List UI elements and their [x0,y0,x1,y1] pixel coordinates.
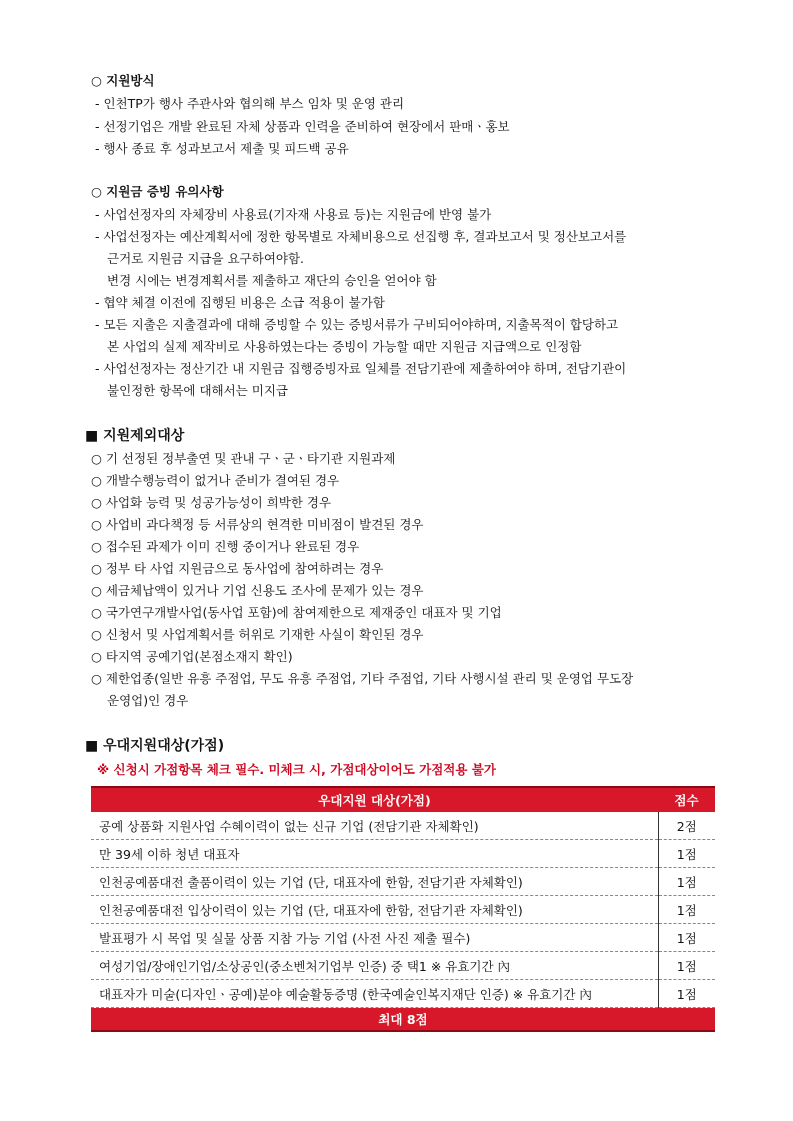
row-item: 인천공예품대전 입상이력이 있는 기업 (단, 대표자에 한함, 전담기관 자체확인) [91,896,658,924]
table-row [91,924,715,952]
row-points: 1점 [658,952,715,980]
evidence-line: - 모든 지출은 지출결과에 대해 증빙할 수 있는 증빙서류가 구비되어야하며, 지출목적이 합당하고 [95,317,619,332]
table-row [91,868,715,896]
exclusion-item: ○ 개발수행능력이 없거나 준비가 결여된 경우 [91,473,340,488]
evidence-line: - 사업선정자의 자체장비 사용료(기자재 사용료 등)는 지원금에 반영 불가 [95,207,492,222]
row-item: 만 39세 이하 청년 대표자 [91,840,658,868]
evidence-heading: ○ 지원금 증빙 유의사항 [91,184,224,199]
table-footer-row [91,1008,715,1032]
row-points: 1점 [658,868,715,896]
row-points: 1점 [658,924,715,952]
exclusion-item: ○ 정부 타 사업 지원금으로 동사업에 참여하려는 경우 [91,561,384,576]
preference-heading: ■ 우대지원대상(가점) [85,738,225,754]
row-points: 1점 [658,980,715,1008]
row-points: 1점 [658,896,715,924]
evidence-line: 근거로 지원금 지급을 요구하여야함. [107,251,305,266]
row-item: 여성기업/장애인기업/소상공인(중소벤처기업부 인증) 중 택1 ※ 유효기간 內 [91,952,658,980]
row-item: 공예 상품화 지원사업 수혜이력이 없는 신규 기업 (전담기관 자체확인) [91,812,658,840]
exclusion-item: 운영업)인 경우 [107,693,189,708]
table-row [91,896,715,924]
exclusion-item: ○ 세금체납액이 있거나 기업 신용도 조사에 문제가 있는 경우 [91,583,424,598]
exclusion-item: ○ 타지역 공예기업(본점소재지 확인) [91,649,293,664]
row-points: 1점 [658,840,715,868]
header-points: 점수 [658,787,715,812]
exclusion-heading: ■ 지원제외대상 [85,428,185,444]
exclusion-item: ○ 국가연구개발사업(동사업 포함)에 참여제한으로 제재중인 대표자 및 기업 [91,605,502,620]
exclusion-item: ○ 기 선정된 정부출연 및 관내 구ㆍ군ㆍ타기관 지원과제 [91,451,396,466]
evidence-line: - 사업선정자는 예산계획서에 정한 항목별로 자체비용으로 선집행 후, 결과보고서 및 정산보고서를 [95,229,627,244]
table-row [91,812,715,840]
table-row [91,980,715,1008]
table-row [91,952,715,980]
evidence-line: - 사업선정자는 정산기간 내 지원금 집행증빙자료 일체를 전담기관에 제출하여야 하며, 전담기관이 [95,361,627,376]
evidence-line: 본 사업의 실제 제작비로 사용하였는다는 증빙이 가능할 때만 지원금 지급액으로 인정함 [107,339,582,354]
row-item: 인천공예품대전 출품이력이 있는 기업 (단, 대표자에 한함, 전담기관 자체확인) [91,868,658,896]
exclusion-item: ○ 제한업종(일반 유흥 주점업, 무도 유흥 주점업, 기타 주점업, 기타 사행시설 관리 및 운영업 무도장 [91,671,634,686]
table-header-row [91,787,715,812]
row-item: 발표평가 시 목업 및 실물 상품 지참 가능 기업 (사전 사진 제출 필수) [91,924,658,952]
preference-notice: ※ 신청시 가점항목 체크 필수. 미체크 시, 가점대상이어도 가점적용 불가 [97,762,496,777]
exclusion-item: ○ 사업비 과다책정 등 서류상의 현격한 미비점이 발견된 경우 [91,517,424,532]
method-item: - 인천TP가 행사 주관사와 협의해 부스 임차 및 운영 관리 [95,96,405,111]
method-item: - 행사 종료 후 성과보고서 제출 및 피드백 공유 [95,141,349,156]
evidence-line: 불인정한 항목에 대해서는 미지급 [107,383,288,398]
evidence-line: - 협약 체결 이전에 집행된 비용은 소급 적용이 불가함 [95,295,385,310]
max-points-total: 최대 8점 [91,1008,715,1032]
header-item: 우대지원 대상(가점) [91,787,658,812]
exclusion-item: ○ 접수된 과제가 이미 진행 중이거나 완료된 경우 [91,539,360,554]
row-points: 2점 [658,812,715,840]
preference-table [91,786,715,1032]
exclusion-item: ○ 신청서 및 사업계획서를 허위로 기재한 사실이 확인된 경우 [91,627,424,642]
method-item: - 선정기업은 개발 완료된 자체 상품과 인력을 준비하여 현장에서 판매ㆍ홍보 [95,119,510,134]
table-row [91,840,715,868]
row-item: 대표자가 미술(디자인ㆍ공예)분야 예술활동증명 (한국예술인복지재단 인증) ※ 유효기간 內 [91,980,658,1008]
evidence-line: 변경 시에는 변경계획서를 제출하고 재단의 승인을 얻어야 함 [107,273,437,288]
exclusion-item: ○ 사업화 능력 및 성공가능성이 희박한 경우 [91,495,332,510]
method-heading: ○ 지원방식 [91,73,155,88]
